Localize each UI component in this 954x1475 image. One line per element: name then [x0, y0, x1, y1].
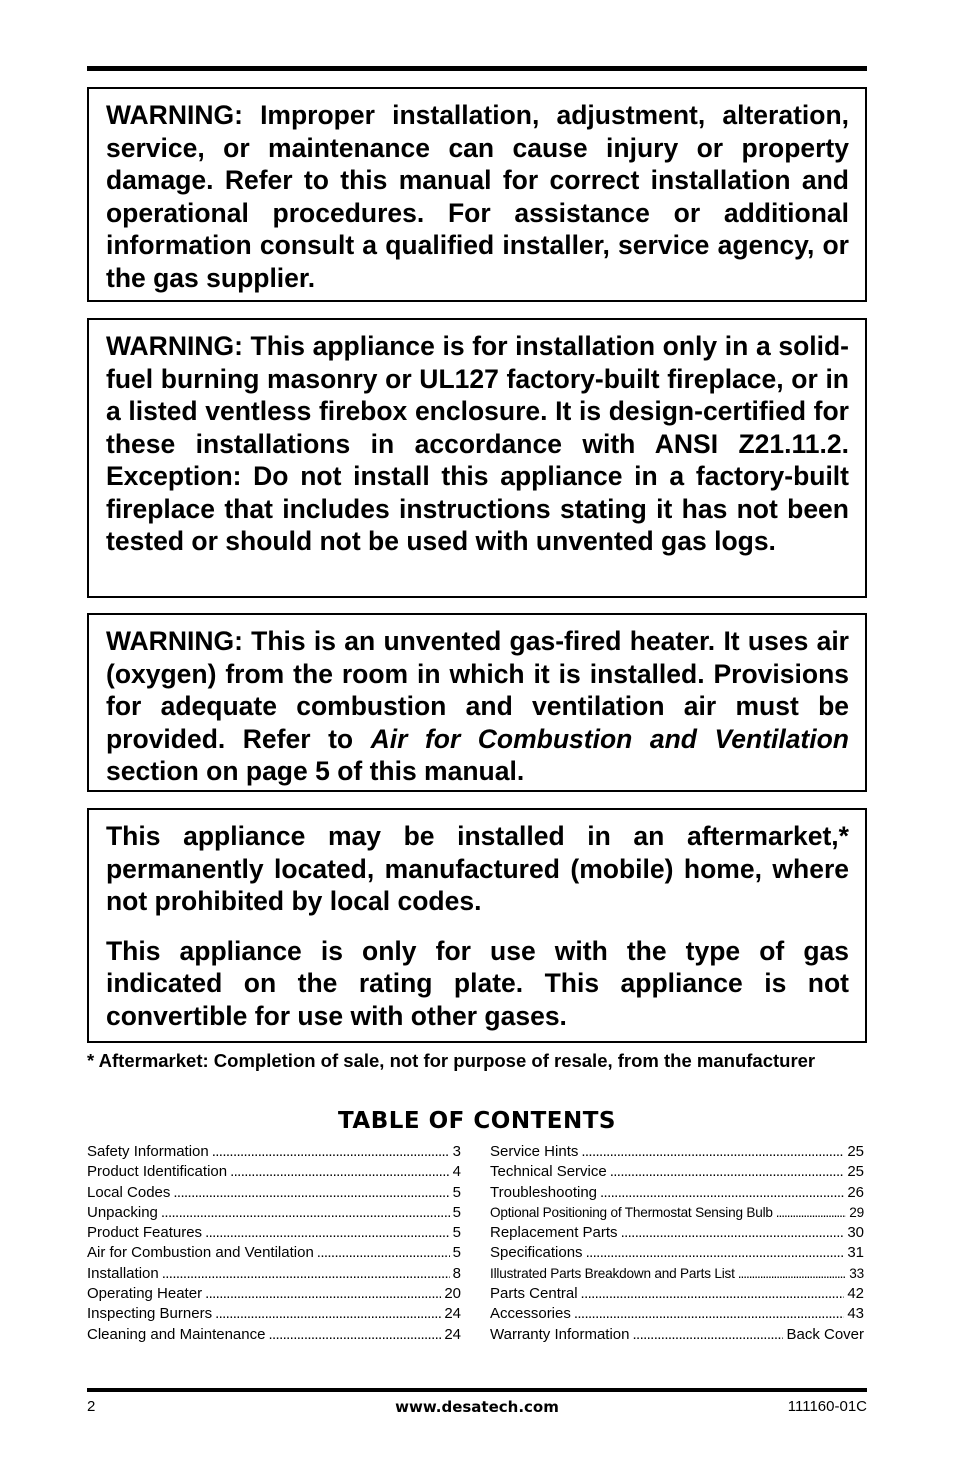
warning-text-part: section on page 5 of this manual.	[106, 756, 525, 786]
toc-leader-dots	[738, 1264, 847, 1284]
toc-entry-page: 8	[452, 1264, 461, 1282]
toc-entry[interactable]	[87, 1304, 461, 1324]
toc-entry-page: 26	[847, 1183, 864, 1201]
notice-text: This appliance may be installed in an aftermarket,* permanently located, manufactured (mobile) home, where not prohibited by local codes.	[106, 821, 849, 916]
toc-entry[interactable]	[490, 1304, 864, 1324]
toc-entry-page: 3	[452, 1143, 461, 1160]
toc-leader-dots	[317, 1243, 450, 1263]
website-link[interactable]: www.desatech.com	[395, 1398, 559, 1416]
toc-entry-page: 43	[847, 1305, 864, 1323]
warning-text: WARNING: This appliance is for installation only in a solid-fuel burning masonry or UL127 factory-built fireplace, or in a listed ventless firebox enclosure. It is design-certified for these installations in accordance with ANSI Z21.11.2. Exception: Do not install this appliance in a factory-built fireplace that includes instructions stating it has not been tested or should not be used with unvented gas logs.	[106, 331, 849, 556]
toc-leader-dots	[581, 1284, 845, 1304]
toc-entry-page: 30	[847, 1224, 864, 1242]
toc-entry[interactable]	[490, 1203, 864, 1223]
toc-leader-dots	[215, 1304, 441, 1324]
toc-entry[interactable]	[87, 1325, 461, 1345]
toc-entry-label: Replacement Parts	[490, 1224, 618, 1242]
toc-entry-label: Unpacking	[87, 1203, 158, 1221]
warning-box-fireplace	[87, 318, 867, 598]
toc-entry-label: Operating Heater	[87, 1285, 203, 1303]
toc-entry[interactable]	[490, 1223, 864, 1243]
toc-leader-dots	[173, 1183, 449, 1203]
toc-entry[interactable]	[490, 1284, 864, 1304]
toc-entry-page: Back Cover	[786, 1325, 864, 1343]
toc-leader-dots	[610, 1162, 845, 1182]
toc-entry-label: Accessories	[490, 1305, 571, 1323]
toc-leader-dots	[230, 1162, 450, 1182]
toc-entry-label: Optional Positioning of Thermostat Sensing Bulb	[490, 1204, 773, 1220]
warning-text-part: WARNING: This is an unvented gas-fired heater. It uses air (oxygen) from the room in which it is installed. Provisions for adequate combustion and ventilation air must be provided. Refer to	[106, 626, 849, 754]
toc-entry-page: 42	[847, 1285, 864, 1303]
toc-entry[interactable]	[490, 1142, 864, 1162]
toc-entry-page: 5	[452, 1203, 461, 1221]
toc-entry-label: Troubleshooting	[490, 1183, 598, 1201]
toc-entry-label: Safety Information	[87, 1143, 209, 1160]
toc-leader-dots	[162, 1264, 450, 1284]
toc-entry[interactable]	[87, 1243, 461, 1263]
toc-leader-dots	[205, 1284, 441, 1304]
toc-leader-dots	[633, 1325, 784, 1345]
toc-leader-dots	[205, 1223, 450, 1243]
toc-entry-label: Product Identification	[87, 1163, 228, 1181]
toc-entry-page: 33	[849, 1265, 864, 1281]
document-number: 111160-01C	[787, 1398, 867, 1415]
toc-entry-page: 25	[847, 1163, 864, 1181]
toc-entry-label: Illustrated Parts Breakdown and Parts List	[490, 1265, 735, 1281]
toc-entry-label: Warranty Information	[490, 1325, 630, 1343]
bottom-rule	[87, 1388, 867, 1392]
toc-entry-page: 4	[452, 1163, 461, 1181]
toc-left-column	[87, 1142, 461, 1345]
toc-entry[interactable]	[87, 1223, 461, 1243]
toc-entry[interactable]	[490, 1183, 864, 1203]
page-number: 2	[87, 1398, 96, 1415]
toc-entry-label: Product Features	[87, 1224, 203, 1242]
toc-leader-dots	[581, 1142, 844, 1162]
toc-entry-label: Installation	[87, 1264, 159, 1282]
toc-entry-label: Technical Service	[490, 1163, 607, 1181]
top-rule	[87, 66, 867, 71]
toc-entry-label: Service Hints	[490, 1143, 579, 1160]
toc-entry[interactable]	[87, 1162, 461, 1182]
toc-entry-page: 29	[849, 1204, 864, 1220]
warning-box-unvented	[87, 613, 867, 792]
warning-text: WARNING: Improper installation, adjustment, alteration, service, or maintenance can cause injury or property damage. Refer to this manual for correct installation and operational procedures. For assistance or additional information consult a qualified installer, service agency, or the gas supplier.	[106, 100, 849, 293]
toc-leader-dots	[621, 1223, 845, 1243]
toc-entry[interactable]	[87, 1264, 461, 1284]
toc-entry[interactable]	[87, 1203, 461, 1223]
toc-entry[interactable]	[87, 1142, 461, 1162]
notice-box-mobile-home	[87, 808, 867, 1043]
toc-entry-label: Specifications	[490, 1244, 583, 1262]
toc-entry[interactable]	[490, 1162, 864, 1182]
warning-box-installation	[87, 87, 867, 302]
toc-entry[interactable]	[490, 1325, 864, 1345]
warning-text	[106, 625, 849, 788]
toc-entry-page: 5	[452, 1224, 461, 1242]
toc-entry[interactable]	[87, 1284, 461, 1304]
toc-title: TABLE OF CONTENTS	[338, 1108, 616, 1134]
toc-entry-page: 24	[444, 1305, 461, 1323]
toc-entry-label: Air for Combustion and Ventilation	[87, 1244, 314, 1262]
toc-leader-dots	[161, 1203, 450, 1223]
aftermarket-footnote: * Aftermarket: Completion of sale, not for purpose of resale, from the manufacturer	[87, 1050, 816, 1071]
toc-entry[interactable]	[490, 1264, 864, 1284]
toc-leader-dots	[586, 1243, 845, 1263]
notice-text: This appliance is only for use with the type of gas indicated on the rating plate. This appliance is not convertible for use with other gases.	[106, 935, 849, 1031]
toc-entry-label: Cleaning and Maintenance	[87, 1325, 266, 1343]
toc-entry-page: 25	[847, 1143, 864, 1160]
section-reference: Air for Combustion and Ventilation	[370, 723, 849, 754]
toc-entry-label: Inspecting Burners	[87, 1305, 213, 1323]
toc-leader-dots	[212, 1142, 450, 1162]
toc-entry-page: 24	[444, 1325, 461, 1343]
toc-leader-dots	[600, 1183, 844, 1203]
toc-entry[interactable]	[490, 1243, 864, 1263]
toc-entry-page: 31	[847, 1244, 864, 1262]
toc-leader-dots	[776, 1203, 846, 1223]
toc-entry-page: 20	[444, 1285, 461, 1303]
toc-entry-label: Parts Central	[490, 1285, 578, 1303]
toc-leader-dots	[574, 1304, 844, 1324]
toc-entry-page: 5	[452, 1183, 461, 1201]
toc-entry[interactable]	[87, 1183, 461, 1203]
toc-right-column	[490, 1142, 864, 1345]
toc-leader-dots	[268, 1325, 441, 1345]
toc-entry-label: Local Codes	[87, 1183, 171, 1201]
toc-entry-page: 5	[452, 1244, 461, 1262]
